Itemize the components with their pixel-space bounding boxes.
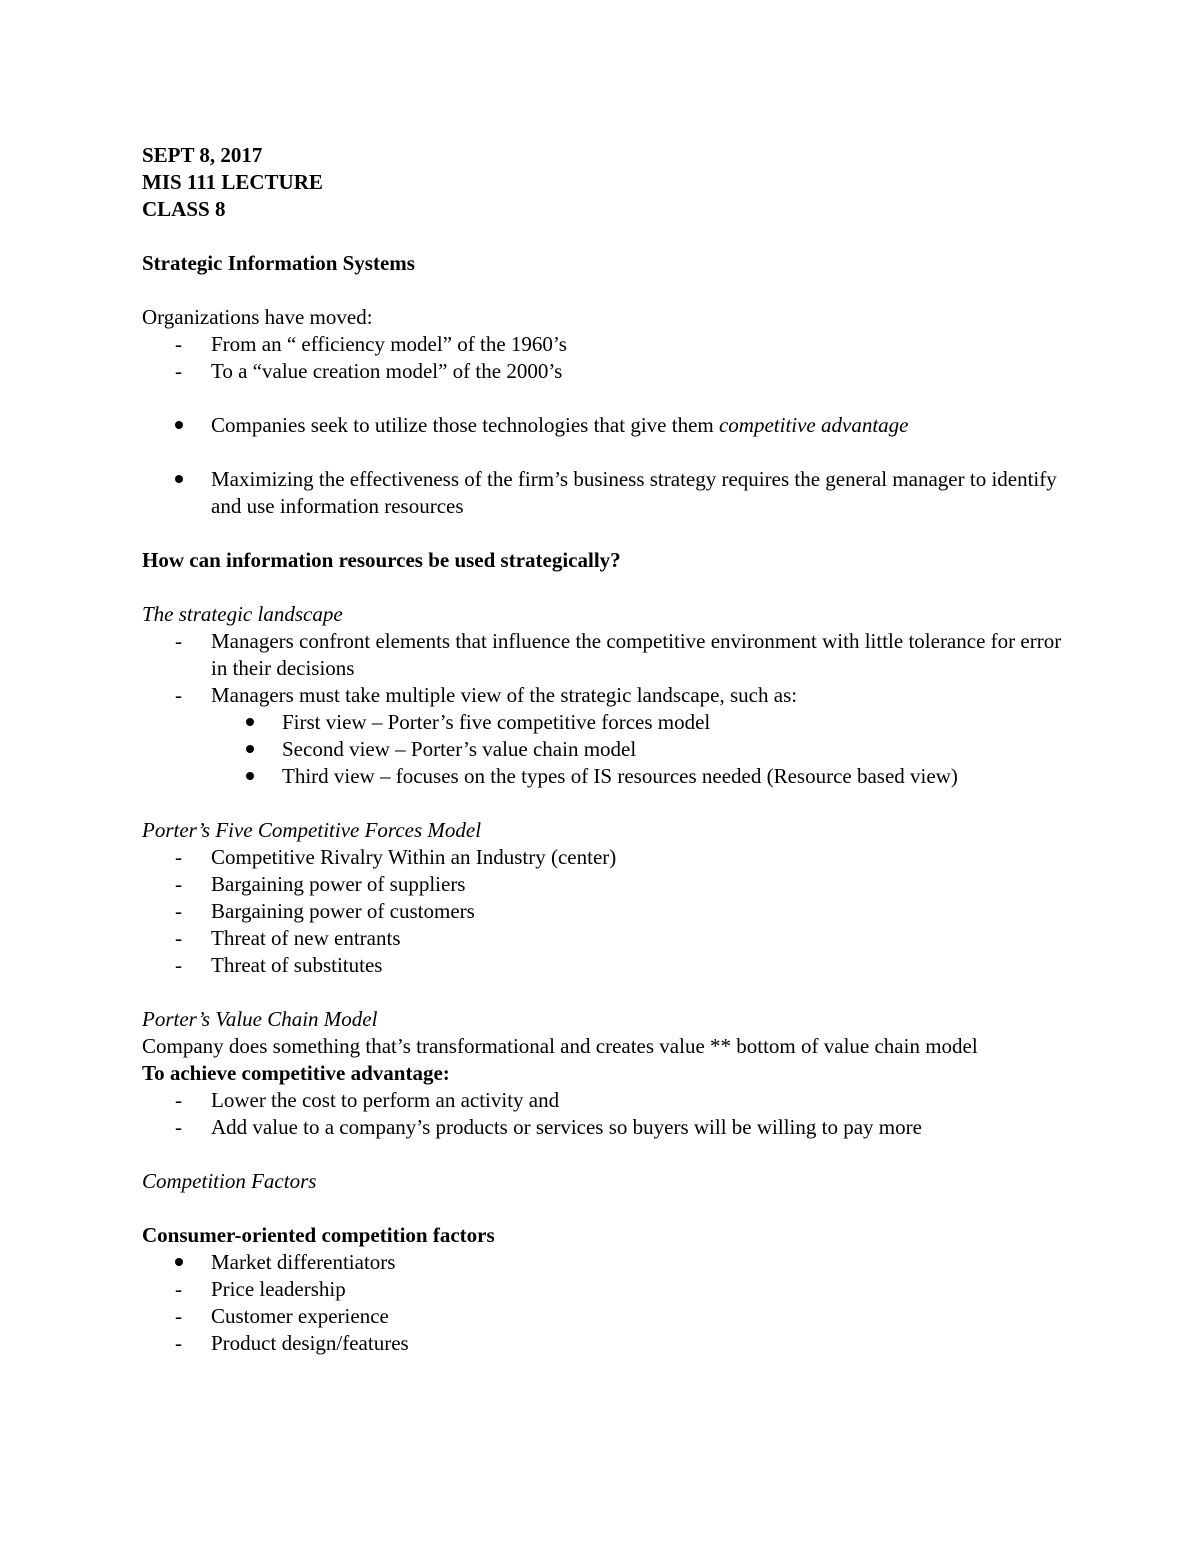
document-page — [142, 142, 1072, 1357]
list-item: - Bargaining power of customers — [175, 899, 475, 923]
bullet-icon — [246, 763, 266, 790]
bullet-icon — [246, 736, 266, 763]
section-question: How can information resources be used strategically? — [142, 548, 621, 572]
dash-marker: - — [175, 872, 182, 896]
list-item: - Managers must take multiple view of the strategic landscape, such as: — [175, 683, 798, 707]
list-item: - Competitive Rivalry Within an Industry (center) — [175, 845, 617, 869]
list-item: - To a “value creation model” of the 2000’s — [175, 359, 563, 383]
list-item: - Threat of new entrants — [175, 926, 401, 950]
sub-bullet-item: Second view – Porter’s value chain model — [142, 736, 1072, 763]
list-item: - Bargaining power of suppliers — [175, 872, 466, 896]
subsection-title-landscape: The strategic landscape — [142, 602, 343, 626]
dash-marker: - — [175, 332, 182, 356]
dash-marker: - — [175, 926, 182, 950]
bullet-icon — [175, 466, 195, 493]
course-title: MIS 111 LECTURE — [142, 170, 323, 194]
organizations-intro: Organizations have moved: — [142, 305, 373, 329]
bullet-item: Market differentiators — [142, 1249, 1072, 1276]
list-item: - Managers confront elements that influence the competitive environment with little tolerance for error in their decisions — [175, 629, 1062, 680]
dash-marker: - — [175, 683, 182, 707]
consumer-factors-heading: Consumer-oriented competition factors — [142, 1223, 495, 1247]
achieve-heading: To achieve competitive advantage: — [142, 1061, 450, 1085]
dash-marker: - — [175, 629, 182, 653]
list-item: - From an “ efficiency model” of the 1960’s — [175, 332, 567, 356]
dash-marker: - — [175, 899, 182, 923]
lecture-date: SEPT 8, 2017 — [142, 143, 263, 167]
subsection-title-competition-factors: Competition Factors — [142, 1169, 317, 1193]
dash-marker: - — [175, 1088, 182, 1112]
value-chain-description: Company does something that’s transformational and creates value ** bottom of value chain model — [142, 1034, 978, 1058]
list-item: - Lower the cost to perform an activity and — [175, 1088, 560, 1112]
dash-marker: - — [175, 1115, 182, 1139]
emphasis-text: competitive advantage — [718, 413, 909, 437]
section-title-strategic-is: Strategic Information Systems — [142, 251, 415, 275]
list-item: - Product design/features — [175, 1331, 409, 1355]
class-number: CLASS 8 — [142, 197, 226, 221]
subsection-title-five-forces: Porter’s Five Competitive Forces Model — [142, 818, 482, 842]
dash-marker: - — [175, 953, 182, 977]
list-item: - Threat of substitutes — [175, 953, 383, 977]
sub-bullet-item: Third view – focuses on the types of IS resources needed (Resource based view) — [142, 763, 1072, 790]
bullet-icon — [175, 412, 195, 439]
dash-marker: - — [175, 359, 182, 383]
list-item: - Customer experience — [175, 1304, 389, 1328]
list-item: - Price leadership — [175, 1277, 346, 1301]
dash-marker: - — [175, 845, 182, 869]
bullet-icon — [246, 709, 266, 736]
bullet-item: Maximizing the effectiveness of the firm’s business strategy requires the general manager to identify and use information resources — [142, 466, 1072, 520]
dash-marker: - — [175, 1304, 182, 1328]
subsection-title-value-chain: Porter’s Value Chain Model — [142, 1007, 378, 1031]
bullet-item: Companies seek to utilize those technologies that give them competitive advantage — [142, 412, 1072, 439]
list-item: - Add value to a company’s products or services so buyers will be willing to pay more — [175, 1115, 922, 1139]
sub-bullet-item: First view – Porter’s five competitive forces model — [142, 709, 1072, 736]
dash-marker: - — [175, 1331, 182, 1355]
bullet-icon — [175, 1249, 195, 1276]
dash-marker: - — [175, 1277, 182, 1301]
